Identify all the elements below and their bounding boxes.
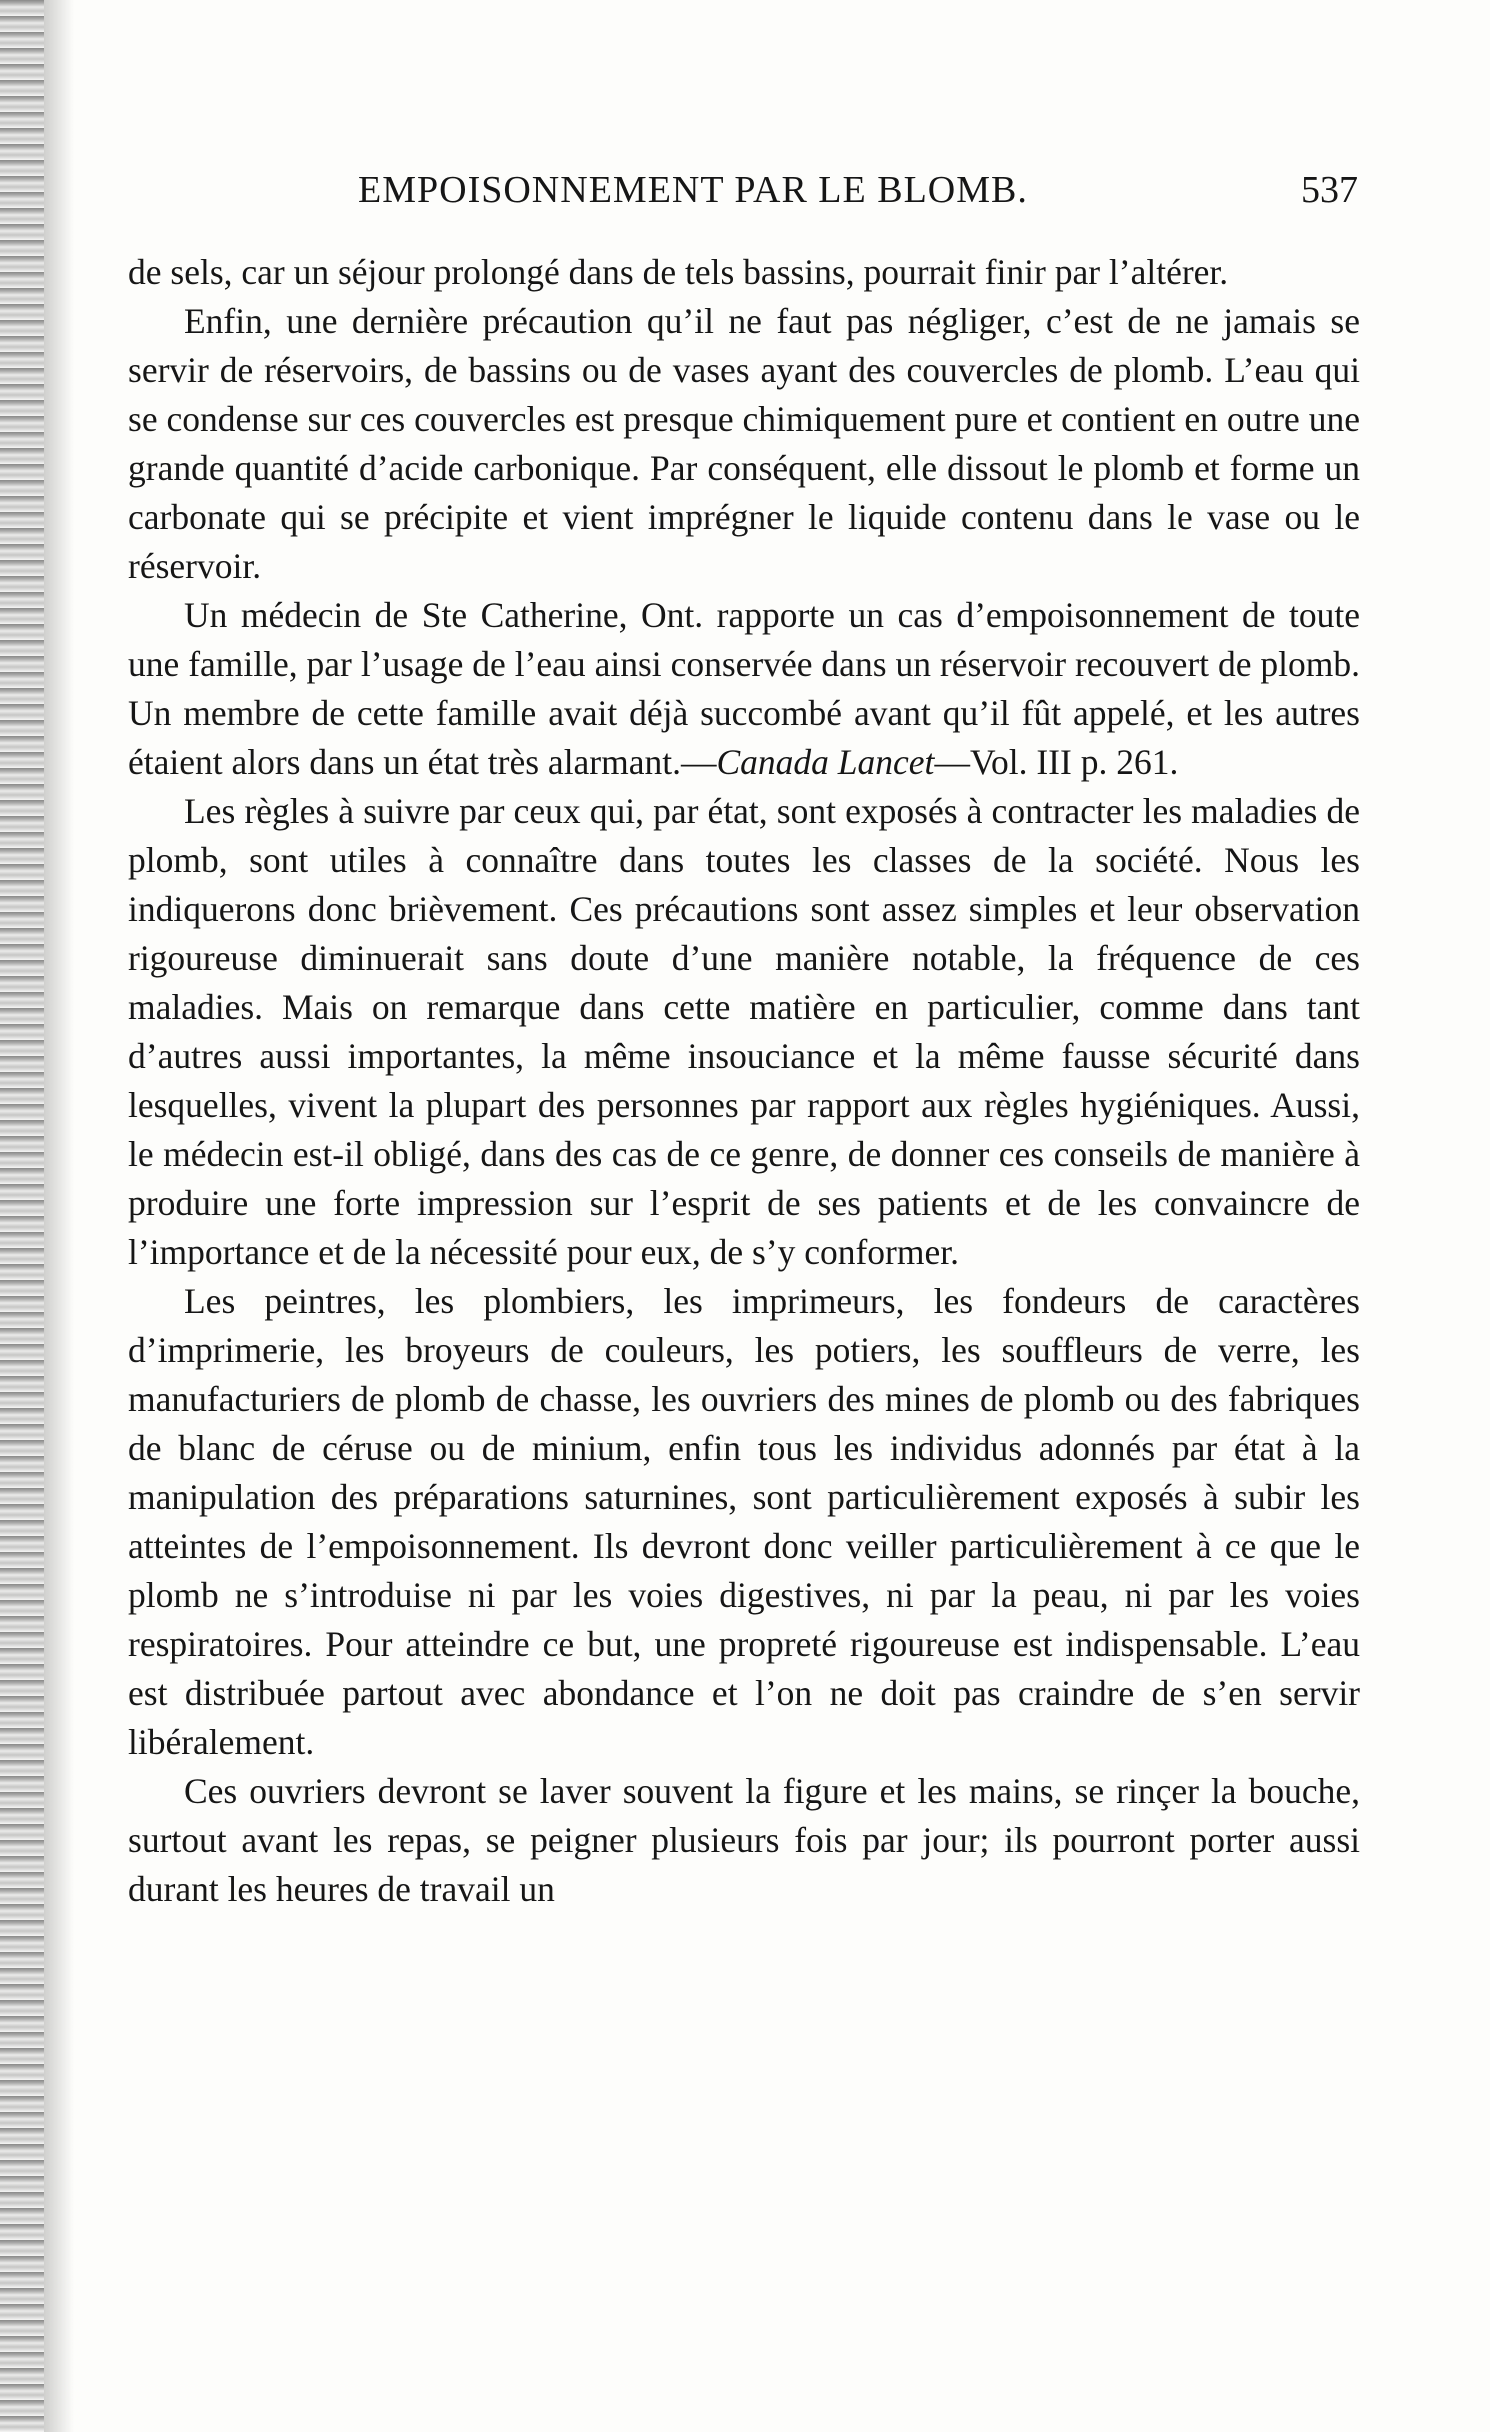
- paragraph-continuation: de sels, car un séjour prolongé dans de tels bassins, pourrait finir par l’altérer.: [128, 252, 1229, 292]
- page-binding-shadow: [44, 0, 74, 2432]
- paragraph-lead-cover-precaution: Enfin, une dernière précaution qu’il ne faut pas négliger, c’est de ne jamais se servir de réservoirs, de bassins ou de vases ayant des couvercles de plomb. L’eau qui se condense sur ces couvercles est presque chimiquement pure et contient en outre une grande quantité d’acide carbonique. Par conséquent, elle dissout le plomb et forme un carbonate qui se précipite et vient imprégner le liquide contenu dans le vase ou le réservoir.: [128, 301, 1360, 586]
- paragraph-rules: Les règles à suivre par ceux qui, par état, sont exposés à contracter les maladies de plomb, sont utiles à connaître dans toutes les classes de la société. Nous les indiquerons donc brièvement. Ces précautions sont assez simples et leur observation rigoureuse diminuerait sans doute d’une manière notable, la fréquence de ces maladies. Mais on remarque dans cette matière en particulier, comme dans tant d’autres aussi importantes, la même insouciance et la même fausse sécurité dans lesquelles, vivent la plupart des personnes par rapport aux règles hygiéniques. Aussi, le médecin est-il obligé, dans des cas de ce genre, de donner ces conseils de manière à produire une forte impression sur l’esprit de ses patients et de les convaincre de l’importance et de la nécessité pour eux, de s’y conformer.: [128, 791, 1360, 1272]
- page-binding-edge: [0, 0, 44, 2432]
- running-head: [128, 168, 1358, 228]
- paragraph-hygiene: Ces ouvriers devront se laver souvent la figure et les mains, se rinçer la bouche, surtout avant les repas, se peigner plusieurs fois par jour; ils pourront porter aussi durant les heures de travail un: [128, 1771, 1360, 1909]
- case-report-text: Un médecin de Ste Catherine, Ont. rapporte un cas d’empoisonnement de toute une famille, par l’usage de l’eau ainsi conservée dans un réservoir recouvert de plomb. Un membre de cette famille avait déjà succombé avant qu’il fût appelé, et les autres étaient alors dans un état très alarmant.—: [128, 595, 1360, 782]
- paragraph-case-report: [128, 591, 1360, 787]
- page-number: 537: [1301, 169, 1358, 211]
- journal-citation: Canada Lancet: [716, 742, 935, 782]
- paragraph-trades: Les peintres, les plombiers, les imprimeurs, les fondeurs de caractères d’imprimerie, les broyeurs de couleurs, les potiers, les souffleurs de verre, les manufacturiers de plomb de chasse, les ouvriers des mines de plomb ou des fabriques de blanc de céruse ou de minium, enfin tous les individus adonnés par état à la manipulation des préparations saturnines, sont particulièrement exposés à subir les atteintes de l’empoisonnement. Ils devront donc veiller particulièrement à ce que le plomb ne s’introduise ni par les voies digestives, ni par la peau, ni par les voies respiratoires. Pour atteindre ce but, une propreté rigoureuse est indispensable. L’eau est distribuée partout avec abondance et l’on ne doit pas craindre de s’en servir libéralement.: [128, 1281, 1360, 1762]
- running-title: EMPOISONNEMENT PAR LE BLOMB.: [358, 169, 1028, 211]
- citation-volume: —Vol. III p. 261.: [934, 742, 1179, 782]
- body-text: [128, 248, 1360, 1914]
